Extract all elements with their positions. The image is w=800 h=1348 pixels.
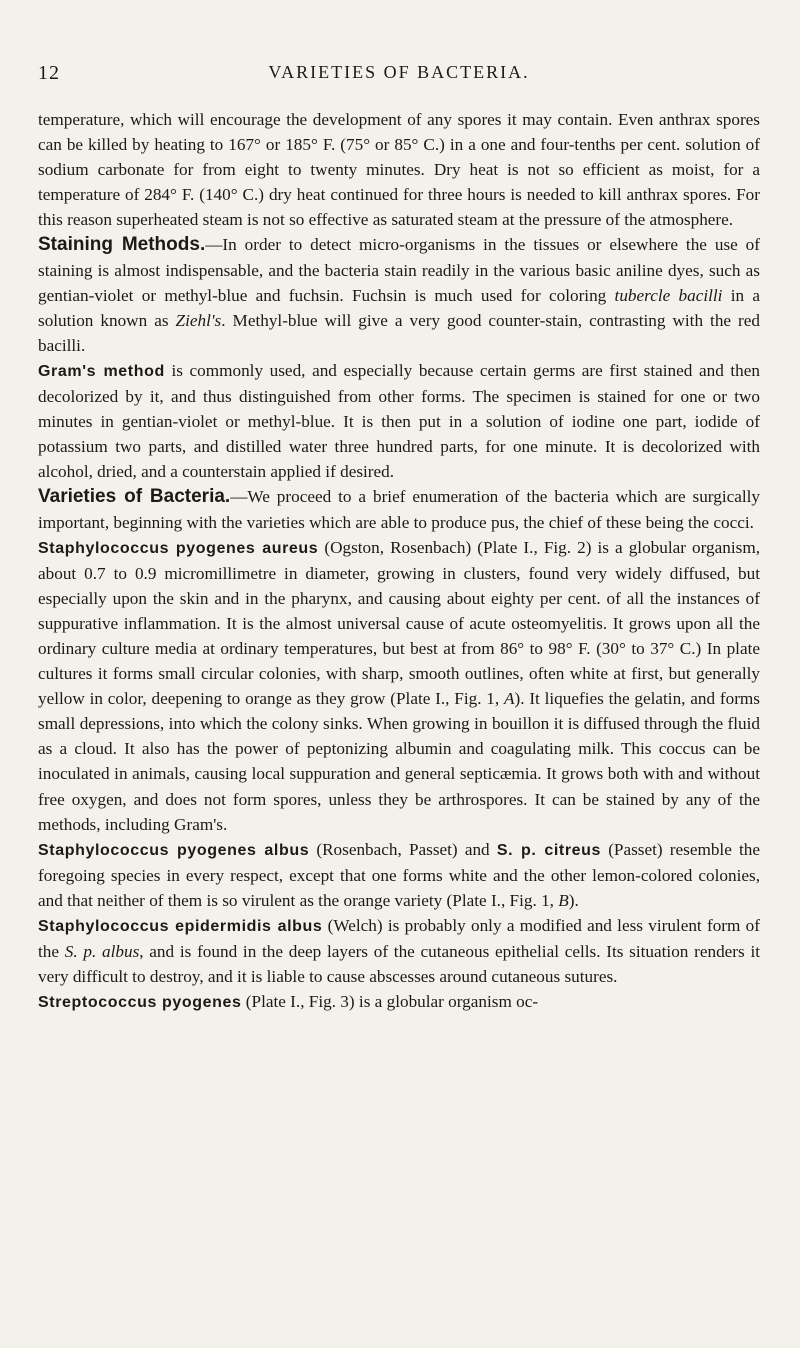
run-in-heading-grams-method: Gram's method (38, 362, 165, 380)
paragraph-staph-aureus: Staphylococcus pyogenes aureus (Ogston, Rosenbach) (Plate I., Fig. 2) is a globular organism, about 0.7 to 0.9 micromillimetre in diameter, growing in clusters, found very widely diffused, but especially upon the skin and in the pharynx, and causing about eighty per cent. of all the instances of suppurative inflammation. It is the almost universal cause of acute osteomyelitis. It grows upon all the ordinary culture media at ordinary temperatures, but best at from 86° to 98° F. (30° to 37° C.) In plate cultures it forms small circular colonies, with sharp, smooth outlines, often white at first, but generally yellow in color, deepening to orange as they grow (Plate I., Fig. 1, A). It liquefies the gelatin, and forms small depressions, into which the colony sinks. When growing in bouillon it is diffused through the fluid as a cloud. It also has the power of peptonizing albumin and coagulating milk. This coccus can be inoculated in animals, causing local suppuration and general septicæmia. It grows both with and without free oxygen, and does not form spores, unless they be arthrospores. It can be stained by any of the methods, including Gram's. (38, 537, 760, 834)
italic-term-s-p-albus: S. p. albus (64, 942, 140, 962)
paragraph-staining-methods: Staining Methods.—In order to detect micro-organisms in the tissues or elsewhere the use of staining is almost indispensable, and the bacteria stain readily in the various basic aniline dyes, such as gentian-violet or methyl-blue and fuchsin. Fuchsin is much used for coloring tubercle bacilli in a solution known as Ziehl's. Methyl-blue will give a very good counter-stain, contrasting with the red bacilli. (38, 234, 760, 355)
paragraph-varieties-of-bacteria: Varieties of Bacteria.—We proceed to a brief enumeration of the bacteria which are surgically important, beginning with the varieties which are able to produce pus, the chief of these being the cocci. (38, 486, 760, 532)
paragraph-sterilization: temperature, which will encourage the development of any spores it may contain. Even anthrax spores can be killed by heating to 167° or 185° F. (75° or 85° C.) in a one and four-tenths per cent. solution of sodium carbonate for from eight to twenty minutes. Dry heat is not so efficient as moist, for a temperature of 284° F. (140° C.) dry heat continued for three hours is needed to kill anthrax spores. For this reason superheated steam is not so effective as saturated steam at the pressure of the atmosphere. (38, 110, 760, 230)
section-heading-staining-methods: Staining Methods. (38, 234, 206, 256)
run-in-heading-citreus: S. p. citreus (496, 841, 602, 859)
section-heading-varieties-of-bacteria: Varieties of Bacteria. (38, 486, 231, 508)
running-head (38, 62, 760, 88)
paragraph-staph-epidermidis: Staphylococcus epidermidis albus (Welch) is probably only a modified and less virulent form of the S. p. albus, and is found in the deep layers of the cutaneous epithelial cells. Its situation renders it very difficult to destroy, and it is liable to cause abscesses around cutaneous sutures. (38, 916, 760, 987)
run-in-heading-staph-aureus: Staphylococcus pyogenes aureus (38, 539, 319, 557)
run-in-heading-staph-albus: Staphylococcus pyogenes albus (38, 841, 310, 859)
italic-letter-a: A (504, 689, 515, 709)
page-number: 12 (38, 62, 60, 84)
paragraph-grams-method: Gram's method is commonly used, and especially because certain germs are first stained and then decolorized by it, and thus distinguished from other forms. The specimen is stained for one or two minutes in gentian-violet or methyl-blue. It is then put in a solution of iodine one part, iodide of potassium two parts, and distilled water three hundred parts, for one minute. It is decolorized with alcohol, dried, and a counterstain applied if desired. (38, 360, 760, 482)
italic-term-ziehls: Ziehl's (175, 310, 222, 330)
running-head-title: VARIETIES OF BACTERIA. (268, 62, 530, 82)
run-in-heading-staph-epidermidis: Staphylococcus epidermidis albus (38, 918, 323, 935)
italic-letter-b: B (558, 890, 569, 910)
body-text (38, 107, 760, 1015)
paragraph-staph-albus: Staphylococcus pyogenes albus (Rosenbach, Passet) and S. p. citreus (Passet) resemble the foregoing species in every respect, except that one forms white and the other lemon-colored colonies, and that neither of them is so virulent as the orange variety (Plate I., Fig. 1, B). (38, 839, 760, 910)
paragraph-streptococcus: Streptococcus pyogenes (Plate I., Fig. 3) is a globular organism oc- (38, 992, 539, 1012)
italic-term-tubercle-bacilli: tubercle bacilli (614, 285, 723, 305)
run-in-heading-streptococcus: Streptococcus pyogenes (38, 994, 242, 1012)
